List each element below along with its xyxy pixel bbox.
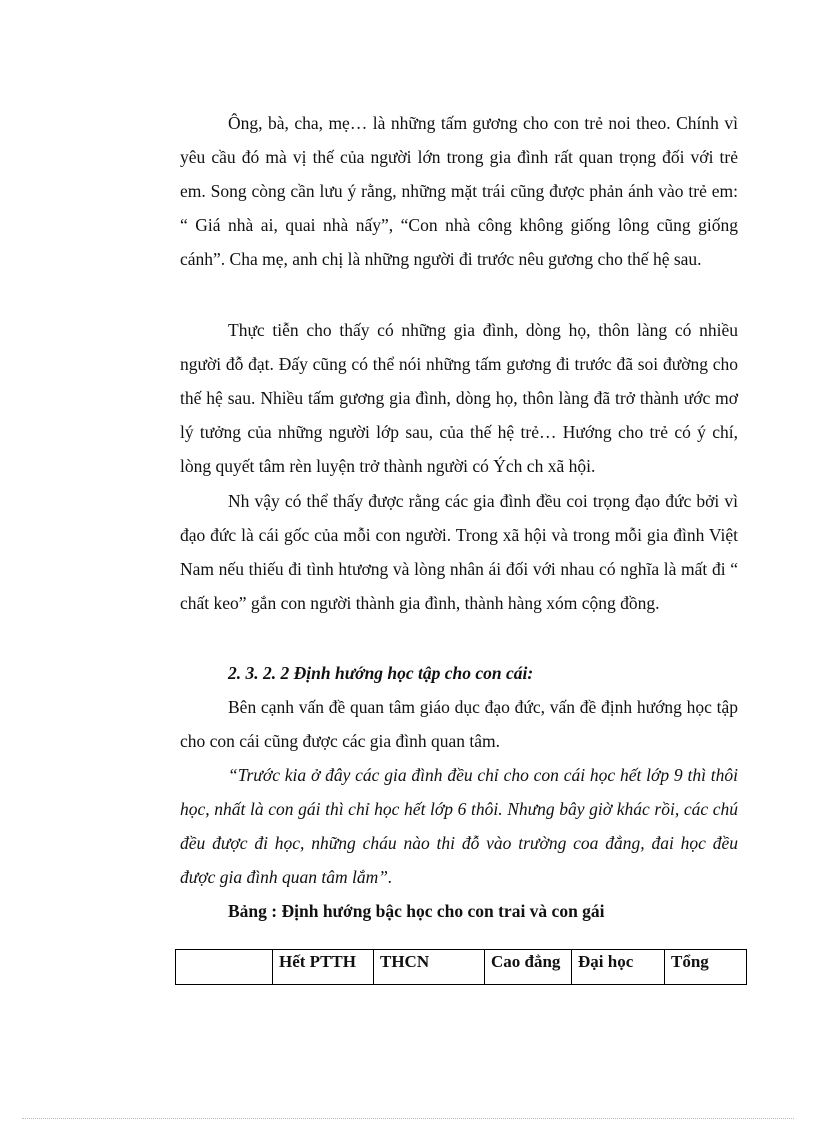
paragraph-morality: Nh vậy có thể thấy được rằng các gia đình đều coi trọng đạo đức bởi vì đạo đức là cái gốc của mỗi con người. Trong xã hội và trong mỗi gia đình Việt Nam nếu thiếu đi tình htương và lòng nhân ái đối với nhau có nghĩa là mất đi “ chất keo” gắn con người thành gia đình, thành hàng xóm cộng đồng. [180, 491, 738, 613]
interview-quote: “Trước kia ở đây các gia đình đều chỉ cho con cái học hết lớp 9 thì thôi học, nhất là con gái thì chỉ học hết lớp 6 thôi. Nhưng bây giờ khác rồi, các chú đều được đi học, những cháu nào thi đỗ vào trường coa đẳng, đai học đều được gia đình quan tâm lắm”. [180, 765, 738, 887]
table-header-college: Cao đẳng [485, 950, 572, 985]
table-header-blank [176, 950, 273, 985]
table-header-university: Đại học [572, 950, 665, 985]
table-header-total: Tổng [665, 950, 747, 985]
table-header-high-school: Hết PTTH [273, 950, 374, 985]
paragraph-role-models: Ông, bà, cha, mẹ… là những tấm gương cho con trẻ noi theo. Chính vì yêu cầu đó mà vị thế của người lớn trong gia đình rất quan trọng đối với trẻ em. Song còng cần lưu ý rằng, những mặt trái cũng được phản ánh vào trẻ em: “ Giá nhà ai, quai nhà nấy”, “Con nhà công không giống lông cũng giống cánh”. Cha mẹ, anh chị là những người đi trước nêu gương cho thế hệ sau. [180, 113, 738, 269]
paragraph-practice: Thực tiễn cho thấy có những gia đình, dòng họ, thôn làng có nhiều người đỗ đạt. Đấy cũng có thể nói những tấm gương đi trước đã soi đường cho thế hệ sau. Nhiều tấm gương gia đình, dòng họ, thôn làng đã trở thành ước mơ lý tưởng của những người lớp sau, của thế hệ trẻ… Hướng cho trẻ có ý chí, lòng quyết tâm rèn luyện trở thành người có Ých ch xã hội. [180, 320, 738, 476]
table-caption: Bảng : Định hướng bậc học cho con trai và con gái [228, 901, 605, 921]
section-heading: 2. 3. 2. 2 Định hướng học tập cho con cái: [228, 663, 534, 683]
education-table [175, 949, 747, 985]
paragraph-study-orientation: Bên cạnh vấn đề quan tâm giáo dục đạo đức, vấn đề định hướng học tập cho con cái cũng được các gia đình quan tâm. [180, 697, 738, 751]
table-header-vocational: THCN [374, 950, 485, 985]
page-bottom-rule [22, 1118, 794, 1119]
table-header-row [176, 950, 747, 985]
